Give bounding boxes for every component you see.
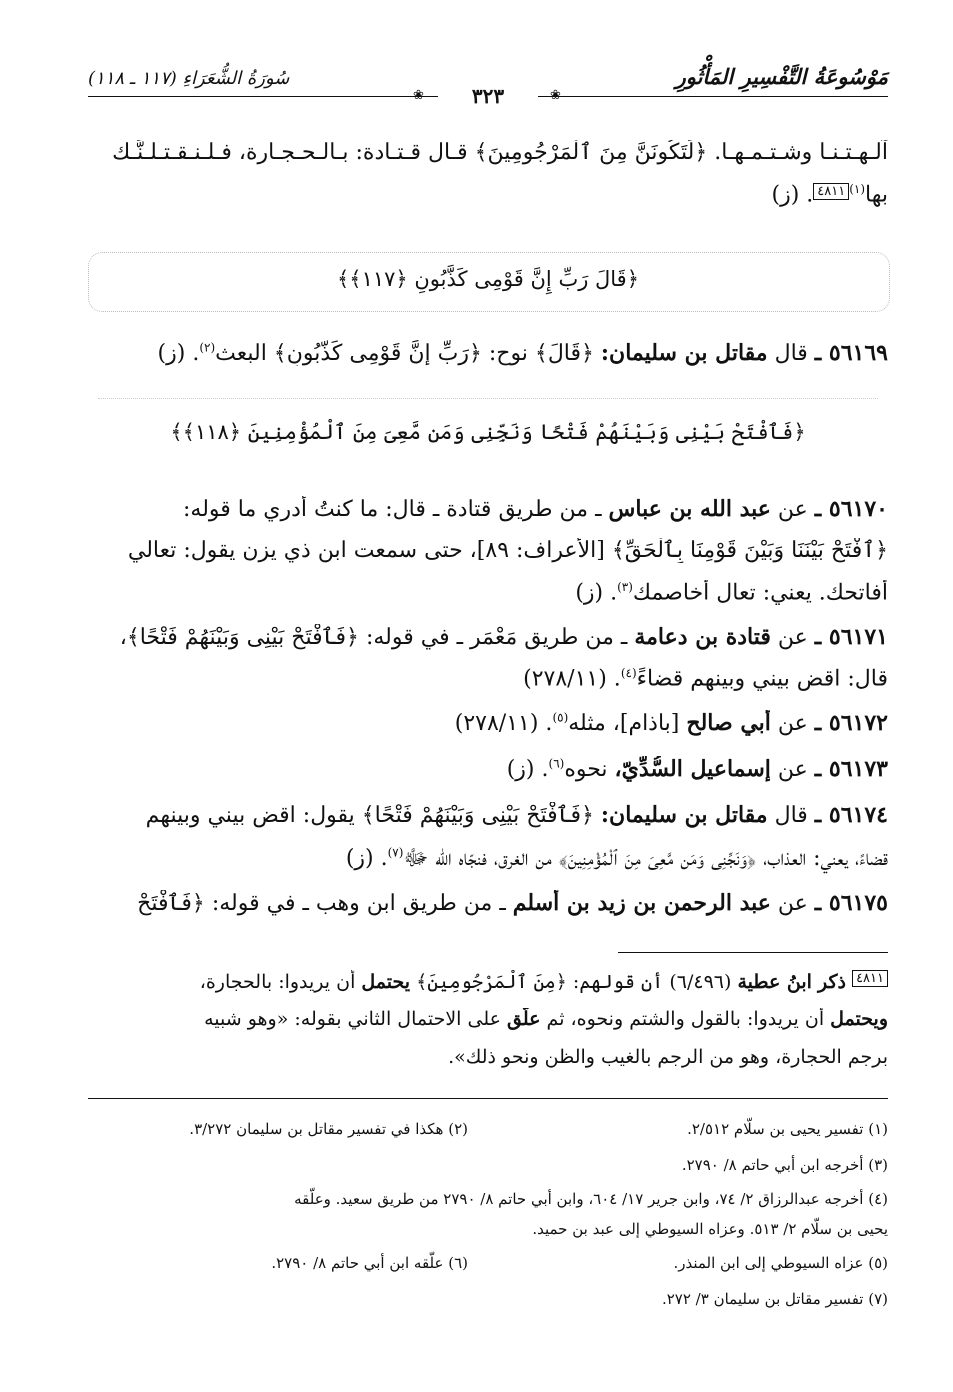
entry-56169 — [88, 340, 888, 366]
entry-text: [باذام]، مثله — [568, 711, 680, 736]
entry-number: ٥٦١٧٢ ـ — [814, 710, 888, 736]
entry-text: قال: اقضِ بيني وبينهم قضاءً — [636, 666, 888, 692]
note-ref-box: ٤٨١١ — [813, 183, 849, 200]
entry-56174-line-2 — [88, 844, 888, 876]
entry-text: قضاءً، يعني: العذاب، ﴿وَنَجِّنِى وَمَن مَّعِىَ مِنَ ٱلْمُؤْمِنِينَ﴾ من الغرق، فنجّاه الله ﷻ — [403, 846, 888, 871]
entry-56171-line-2 — [88, 666, 888, 691]
footnote-6: (٦) علّقه ابن أبي حاتم ٨/ ٢٧٩٠. — [271, 1254, 468, 1272]
entry-text: نحوه — [564, 757, 608, 782]
surah-title: سُورَةُ الشُّعَرَاءِ (١١٧ ـ ١١٨) — [88, 68, 290, 89]
note-keyword: علّق — [507, 1008, 541, 1030]
narrator-name: عبد الله بن عباس — [608, 496, 771, 522]
entry-end: . (ز) — [345, 846, 388, 871]
entry-text: عن — [777, 711, 808, 736]
footnote-3: (٣) أخرجه ابن أبي حاتم ٨/ ٢٧٩٠. — [681, 1156, 888, 1174]
footnotes-rule — [88, 1098, 888, 1099]
footnote-5: (٥) عزاه السيوطي إلى ابن المنذر. — [673, 1254, 888, 1272]
narrator-name: عبد الرحمن بن زيد بن أسلم — [512, 890, 771, 916]
entry-56175 — [88, 890, 888, 916]
entry-number: ٥٦١٧٥ ـ — [814, 890, 888, 916]
note-text: أن يريدوا: بالقول والشتم ونحوه، ثم — [546, 1008, 825, 1030]
entry-text: ـ من طريق ابن وهب ـ في قوله: ﴿فَٱفْتَحْ — [137, 891, 506, 916]
footnote-7: (٧) تفسير مقاتل بن سليمان ٣/ ٢٧٢. — [661, 1290, 888, 1308]
entry-text: ـ من طريق مَعْمَر ـ في قوله: ﴿فَٱفْتَحْ بَيْنِى وَبَيْنَهُمْ فَتْحًا﴾، — [119, 625, 628, 650]
note-rule — [618, 952, 888, 953]
entry-text: ﴿قَالَ﴾ نوح: ﴿رَبِّ إِنَّ قَوْمِى كَذَّبُونِ﴾ البعث — [215, 341, 594, 366]
intro-text-2: بها — [865, 182, 888, 208]
note-4811-line-2 — [88, 1008, 888, 1030]
note-text: ذكر — [818, 971, 847, 993]
ornament-icon: ❀ — [550, 88, 561, 103]
narrator-name: قتادة بن دعامة — [634, 624, 771, 650]
page-number: ٣٢٣ — [438, 84, 538, 108]
dotted-separator — [98, 398, 878, 399]
entry-text: عن — [777, 891, 808, 916]
narrator-name: إسماعيل السُّدِّيّ، — [614, 756, 771, 782]
entry-number: ٥٦١٦٩ ـ — [814, 340, 888, 366]
note-keyword: يحتمل — [361, 971, 411, 993]
note-text: (٦/٤٩٦) أن قولهم: ﴿مِنَ ٱلْمَرْجُومِينَ﴾ — [416, 971, 732, 993]
note-text: على الاحتمال الثاني بقوله: «وهو شبيه — [204, 1008, 501, 1030]
entry-end: . (ز) — [506, 757, 549, 782]
footnote-ref: (٤) — [620, 666, 637, 680]
entry-number: ٥٦١٧٤ ـ — [814, 802, 888, 828]
entry-text: ﴿ٱفْتَحْ بَيْنَنَا وَبَيْنَ قَوْمِنَا بِٱلْحَقِّ﴾ [الأعراف: ٨٩]، حتى سمعت ابن ذي يزن يقول: تعالي — [127, 538, 888, 563]
intro-line-1 — [88, 140, 888, 165]
footnote-ref: (٧) — [387, 845, 404, 860]
footnote-ref: (٦) — [548, 756, 565, 771]
note-text: برجم الحجارة، وهو من الرجم بالغيب والظن ونحو ذلك». — [448, 1046, 888, 1068]
entry-56170 — [88, 496, 888, 522]
entry-text: عن — [777, 625, 808, 650]
verse-118: ﴿فَٱفْتَحْ بَيْنِى وَبَيْنَهُمْ فَتْحًا وَنَجِّنِى وَمَن مَّعِىَ مِنَ ٱلْمُؤْمِنِينَ ﴿١١٨﴾﴾ — [170, 420, 806, 444]
entry-text: أُفاتحك. يعني: تعال أُخاصمك — [632, 580, 888, 606]
entry-text: قال — [774, 341, 808, 366]
entry-56170-line-3 — [88, 580, 888, 605]
note-keyword: ويحتمل — [830, 1008, 888, 1030]
note-ref-box: ٤٨١١ — [852, 970, 888, 987]
entry-end: . (٢٧٨/١١) — [523, 666, 621, 692]
narrator-name: مقاتل بن سليمان: — [600, 802, 768, 828]
intro-line-2 — [88, 182, 888, 207]
note-4811-line-3 — [88, 1046, 888, 1068]
entry-56171 — [88, 624, 888, 650]
footnote-ref: (٢) — [199, 340, 216, 355]
page-header — [88, 62, 888, 108]
entry-text: ـ من طريق قتادة ـ قال: ما كنتُ أدري ما قوله: — [183, 497, 602, 522]
note-4811-line-1 — [88, 970, 888, 993]
scholar-name: ابنُ عطية — [737, 971, 812, 993]
entry-56172 — [88, 710, 888, 736]
entry-text: عن — [777, 497, 808, 522]
footnote-2: (٢) هكذا في تفسير مقاتل بن سليمان ٣/٢٧٢. — [189, 1120, 468, 1138]
ornament-icon: ❀ — [413, 88, 424, 103]
verse-117: ﴿قَالَ رَبِّ إِنَّ قَوْمِى كَذَّبُونِ ﴿١١٧﴾﴾ — [336, 267, 640, 291]
intro-end: . (ز) — [771, 182, 814, 208]
entry-56173 — [88, 756, 888, 782]
footnote-4-cont: يحيى بن سلّام ٢/ ٥١٣. وعزاه السيوطي إلى عبد بن حميد. — [532, 1220, 888, 1238]
book-title: مَوْسُوعَةُ التَّفْسِيرِ المَأْثُورِ — [675, 64, 888, 89]
entry-text: ﴿فَٱفْتَحْ بَيْنِى وَبَيْنَهُمْ فَتْحًا﴾ يقول: اقض بيني وبينهم — [145, 803, 594, 828]
intro-text: آلـهـتـنـا وشـتـمـهـا. ﴿لَتَكُونَنَّ مِنَ ٱلْمَرْجُومِينَ﴾ قـال قـتـادة: بـالـحـجـارة، فـلـنـقـتـلـنَّـك — [112, 140, 888, 165]
entry-number: ٥٦١٧٠ ـ — [814, 496, 888, 522]
page — [88, 0, 888, 1392]
footnote-1: (١) تفسير يحيى بن سلّام ٢/٥١٢. — [687, 1120, 888, 1138]
footnote-4: (٤) أخرجه عبدالرزاق ٢/ ٧٤، وابن جرير ١٧/ ٦٠٤، وابن أبي حاتم ٨/ ٢٧٩٠ من طريق سعيد. وعلّقه — [294, 1190, 888, 1208]
entry-end: . (٢٧٨/١١) — [454, 711, 553, 736]
entry-text: عن — [777, 757, 808, 782]
footnote-ref: (١) — [849, 182, 866, 196]
narrator-name: أبي صالح — [686, 710, 771, 736]
entry-number: ٥٦١٧١ ـ — [814, 624, 888, 650]
narrator-name: مقاتل بن سليمان: — [600, 340, 768, 366]
entry-56170-line-2 — [88, 538, 888, 563]
entry-end: . (ز) — [157, 341, 200, 366]
note-text: أن يريدوا: بالحجارة، — [199, 971, 356, 993]
entry-end: . (ز) — [575, 580, 618, 606]
footnote-ref: (٥) — [552, 710, 569, 725]
entry-text: قال — [774, 803, 808, 828]
footnote-ref: (٣) — [617, 580, 633, 594]
entry-number: ٥٦١٧٣ ـ — [814, 756, 888, 782]
entry-56174 — [88, 802, 888, 828]
